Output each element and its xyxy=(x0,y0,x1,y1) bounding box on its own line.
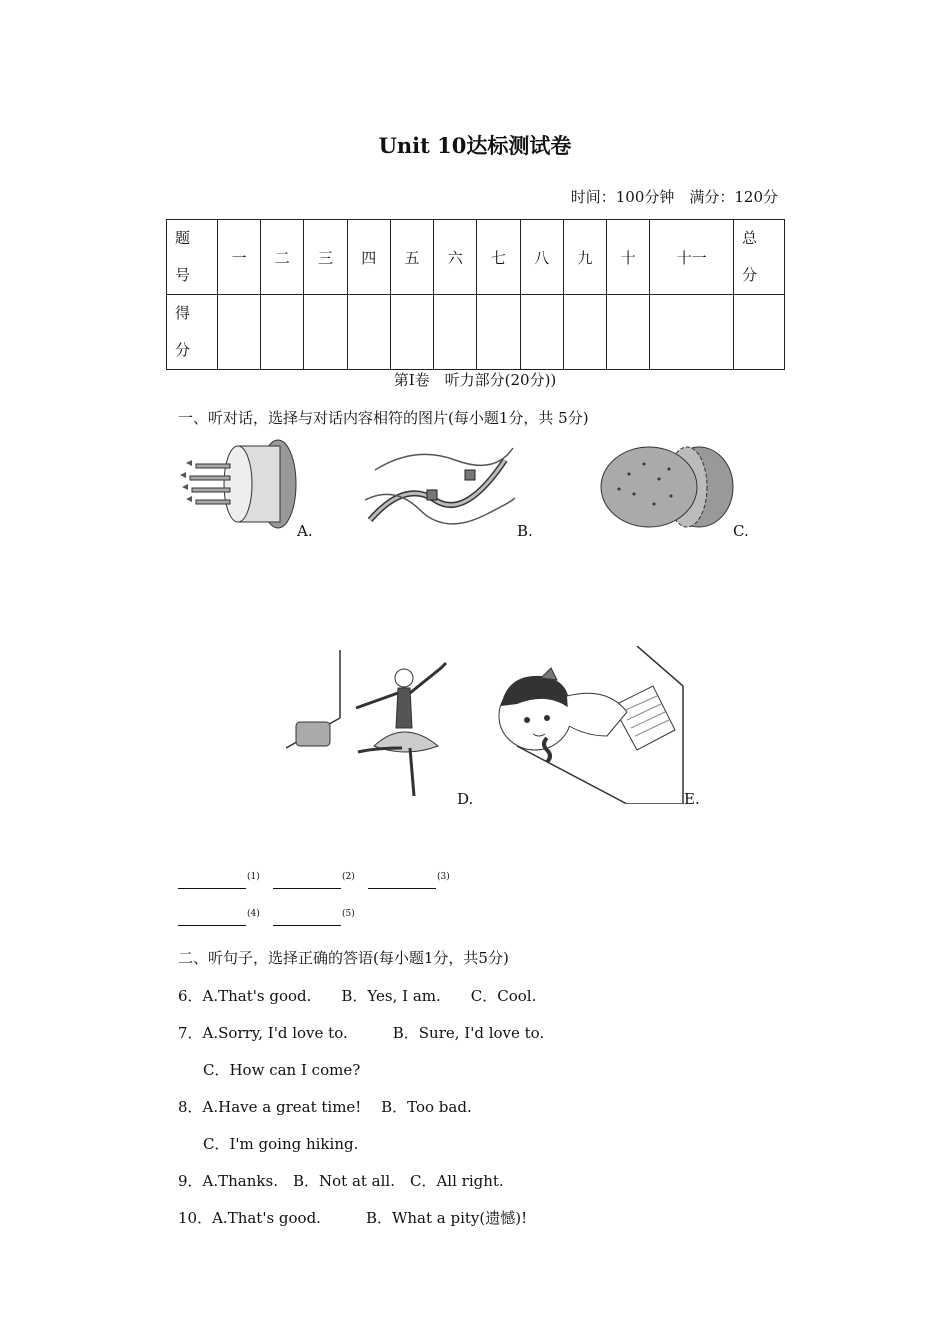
answer-blank[interactable]: (5) xyxy=(273,909,355,930)
picture-label: E. xyxy=(684,790,700,808)
section-heading: 一、听对话，选择与对话内容相符的图片(每小题1分，共 5分) xyxy=(178,409,589,427)
hamburger-icon xyxy=(599,444,735,530)
score-cell[interactable] xyxy=(477,295,520,370)
column-header: 十 xyxy=(606,220,649,295)
question-line: 9．A.Thanks. B．Not at all. C．All right. xyxy=(178,1172,504,1190)
table-row xyxy=(167,295,785,370)
column-header: 三 xyxy=(304,220,347,295)
score-cell[interactable] xyxy=(563,295,606,370)
picture-label: B. xyxy=(517,522,533,540)
question-line: 6．A.That's good. B．Yes, I am. C．Cool. xyxy=(178,987,537,1005)
answer-blank[interactable]: (3) xyxy=(368,872,450,893)
column-header: 四 xyxy=(347,220,390,295)
answer-blank[interactable]: (2) xyxy=(273,872,355,893)
header-cell: 得 分 xyxy=(167,295,218,370)
score-cell[interactable] xyxy=(347,295,390,370)
column-header: 七 xyxy=(477,220,520,295)
header-cell: 题 号 xyxy=(167,220,218,295)
score-cell[interactable] xyxy=(606,295,649,370)
score-cell[interactable] xyxy=(261,295,304,370)
score-cell[interactable] xyxy=(520,295,563,370)
score-table xyxy=(166,219,785,370)
birthday-cake-icon xyxy=(178,436,298,532)
section-heading: 二、听句子，选择正确的答语(每小题1分，共5分) xyxy=(178,949,509,967)
score-cell[interactable] xyxy=(434,295,477,370)
column-header: 二 xyxy=(261,220,304,295)
question-line: 7．A.Sorry, I'd love to. B．Sure, I'd love to. xyxy=(178,1024,545,1042)
question-line: 10．A.That's good. B．What a pity(遗憾)! xyxy=(178,1209,528,1227)
column-header: 八 xyxy=(520,220,563,295)
picture-label: A. xyxy=(297,522,313,540)
question-line: 8．A.Have a great time! B．Too bad. xyxy=(178,1098,472,1116)
total-header: 总 分 xyxy=(734,220,785,295)
question-line: C．I'm going hiking. xyxy=(203,1135,359,1153)
page-title: Unit 10达标测试卷 xyxy=(378,133,572,158)
column-header: 九 xyxy=(563,220,606,295)
answer-blank[interactable]: (4) xyxy=(178,909,260,930)
question-line: C．How can I come? xyxy=(203,1061,361,1079)
ballet-dancer-icon xyxy=(286,648,456,800)
column-header: 六 xyxy=(434,220,477,295)
exam-meta: 时间：100分钟 满分：120分 xyxy=(570,188,778,206)
girl-writing-icon xyxy=(497,646,685,804)
picture-label: D. xyxy=(457,790,474,808)
picture-label: C. xyxy=(733,522,749,540)
score-cell[interactable] xyxy=(734,295,785,370)
column-header: 十一 xyxy=(650,220,734,295)
answer-blank[interactable]: (1) xyxy=(178,872,260,893)
score-cell[interactable] xyxy=(218,295,261,370)
score-cell[interactable] xyxy=(390,295,433,370)
part-title: 第Ⅰ卷 听力部分(20分)) xyxy=(393,371,557,389)
column-header: 五 xyxy=(390,220,433,295)
table-row xyxy=(167,220,785,295)
column-header: 一 xyxy=(218,220,261,295)
great-wall-icon xyxy=(365,440,515,532)
score-cell[interactable] xyxy=(650,295,734,370)
score-cell[interactable] xyxy=(304,295,347,370)
